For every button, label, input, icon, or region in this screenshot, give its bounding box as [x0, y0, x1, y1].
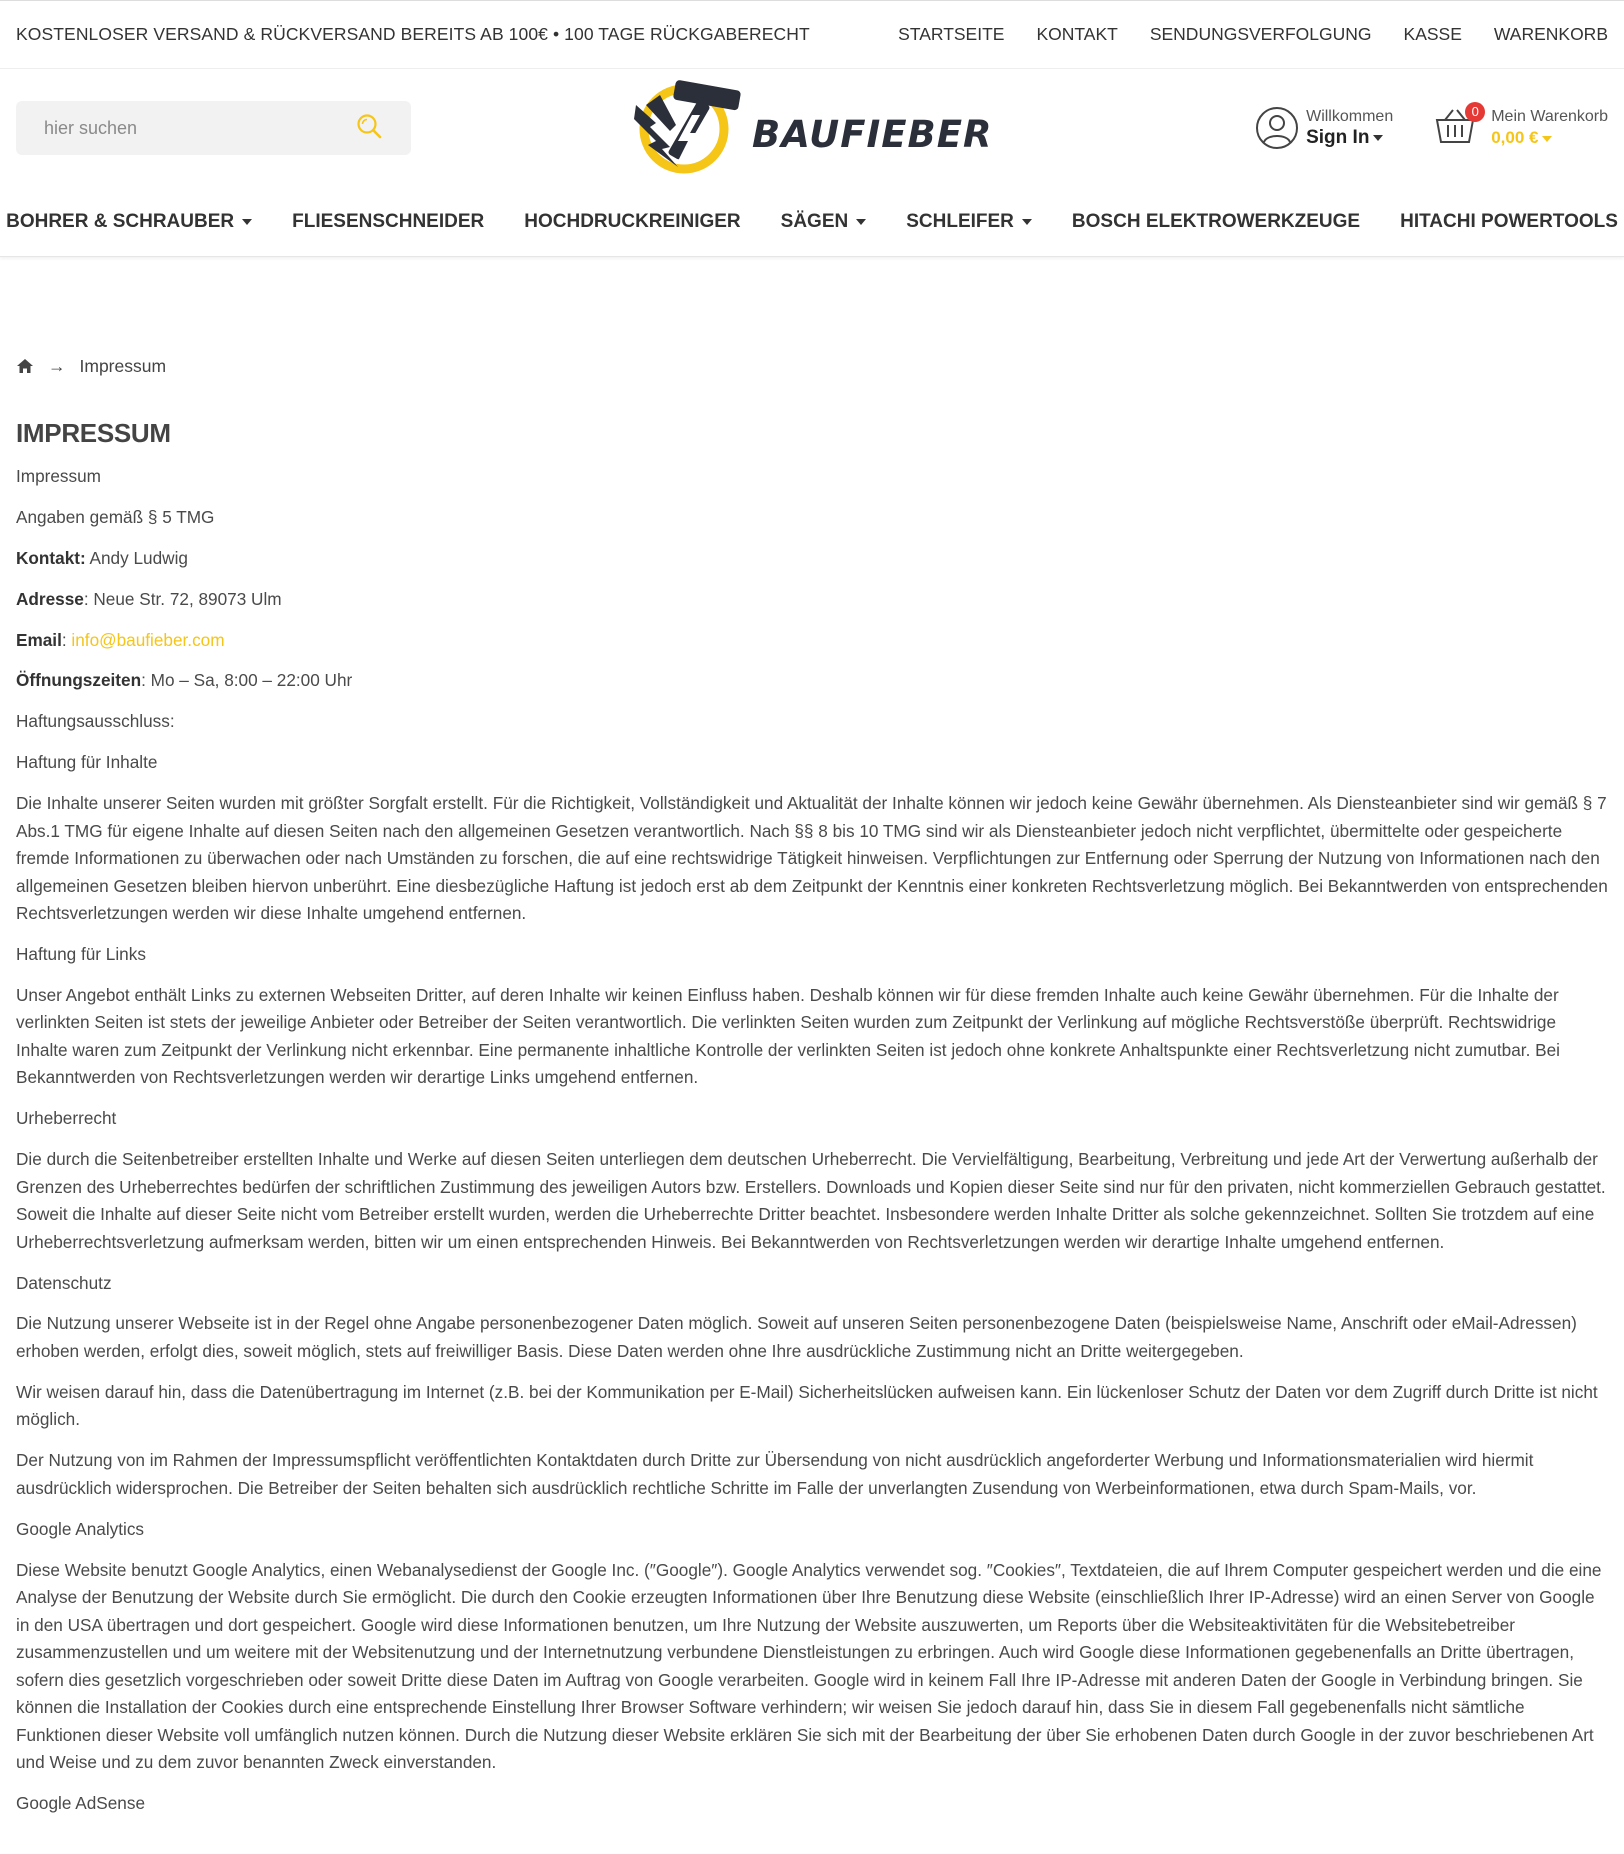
home-icon[interactable]	[16, 358, 34, 374]
top-link-kasse[interactable]: KASSE	[1403, 24, 1462, 44]
cart-count-badge: 0	[1465, 102, 1485, 122]
page-title: IMPRESSUM	[16, 418, 171, 448]
haftungsausschluss-heading: Haftungsausschluss:	[16, 711, 175, 732]
chevron-down-icon	[1542, 136, 1552, 142]
nav-item-bohrer-schrauber[interactable]: BOHRER & SCHRAUBER	[6, 211, 252, 233]
nav-item-schleifer[interactable]: SCHLEIFER	[906, 211, 1032, 233]
top-link-startseite[interactable]: STARTSEITE	[898, 24, 1005, 44]
datenschutz-text-3: Der Nutzung von im Rahmen der Impressumspflicht veröffentlichten Kontaktdaten durch Dritte zur Übersendung von nicht ausdrücklich angeforderter Werbung und Informationsmaterialien wird hiermit ausdrücklich widersprochen. Die Betreiber der Seiten behalten sich ausdrücklich rechtliche Schritte im Falle der unverlangten Zusendung von Werbeinformationen, etwa durch Spam-Mails, vor.	[16, 1450, 1534, 1498]
urheberrecht-heading: Urheberrecht	[16, 1108, 117, 1129]
oeffnungszeiten-line: Öffnungszeiten: Mo – Sa, 8:00 – 22:00 Uhr	[16, 670, 353, 691]
chevron-down-icon	[242, 219, 252, 225]
chevron-down-icon	[856, 219, 866, 225]
nav-item-bosch[interactable]: BOSCH ELEKTROWERKZEUGE	[1071, 210, 1361, 232]
adsense-heading: Google AdSense	[16, 1792, 146, 1813]
top-bar	[0, 0, 1624, 69]
page-content	[0, 354, 1624, 1817]
site-logo[interactable]	[626, 75, 1000, 179]
account-menu[interactable]	[1254, 105, 1393, 151]
promo-text: KOSTENLOSER VERSAND & RÜCKVERSAND BEREITS AB 100€ • 100 TAGE RÜCKGABERECHT	[16, 24, 810, 44]
nav-item-hochdruckreiniger[interactable]: HOCHDRUCKREINIGER	[524, 210, 741, 232]
search-box	[16, 101, 411, 155]
user-icon	[1254, 105, 1300, 151]
kontakt-line: Kontakt: Andy Ludwig	[16, 547, 188, 568]
haftung-inhalte-heading: Haftung für Inhalte	[16, 752, 158, 773]
datenschutz-heading: Datenschutz	[16, 1272, 112, 1293]
nav-item-saegen[interactable]: SÄGEN	[781, 211, 867, 233]
breadcrumb	[16, 354, 1608, 378]
email-line: Email: info@baufieber.com	[16, 629, 225, 650]
breadcrumb-arrow: →	[48, 355, 66, 376]
sign-in-link[interactable]: Sign In	[1306, 127, 1370, 148]
top-link-warenkorb[interactable]: WARENKORB	[1493, 24, 1608, 44]
top-link-sendungsverfolgung[interactable]: SENDUNGSVERFOLGUNG	[1149, 24, 1372, 44]
header	[0, 69, 1624, 187]
nav-item-hitachi[interactable]: HITACHI POWERTOOLS	[1400, 210, 1618, 232]
search-icon[interactable]	[355, 112, 383, 145]
account-area	[1254, 105, 1608, 151]
breadcrumb-current: Impressum	[79, 355, 167, 376]
datenschutz-text-1: Die Nutzung unserer Webseite ist in der Regel ohne Angabe personenbezogener Daten möglich. Soweit auf unseren Seiten personenbezogene Daten (beispielsweise Name, Anschrift oder eMail-Adressen) erhoben werden, erfolgt dies, soweit möglich, stets auf freiwilliger Basis. Diese Daten werden ohne Ihre ausdrückliche Zustimmung nicht an Dritte weitergegeben.	[16, 1313, 1577, 1361]
cart-label: Mein Warenkorb	[1491, 108, 1608, 125]
main-nav	[0, 187, 1624, 257]
impressum-text: Impressum	[16, 466, 101, 486]
logo-emblem-icon	[626, 75, 744, 179]
brand-name: BAUFIEBER	[752, 112, 993, 156]
email-link[interactable]: info@baufieber.com	[71, 629, 225, 650]
adresse-line: Adresse: Neue Str. 72, 89073 Ulm	[16, 588, 282, 609]
haftung-links-heading: Haftung für Links	[16, 944, 146, 965]
angaben-text: Angaben gemäß § 5 TMG	[16, 506, 215, 527]
analytics-heading: Google Analytics	[16, 1518, 145, 1539]
cart-menu[interactable]	[1433, 103, 1608, 151]
cart-total: 0,00 €	[1491, 128, 1539, 147]
search-input[interactable]	[44, 118, 344, 139]
urheberrecht-text: Die durch die Seitenbetreiber erstellten Inhalte und Werke auf diesen Seiten unterliegen dem deutschen Urheberrecht. Die Vervielfältigung, Bearbeitung, Verbreitung und jede Art der Verwertung außerhalb der Grenzen des Urheberrechtes bedürfen der schriftlichen Zustimmung des jeweiligen Autors bzw. Erstellers. Downloads und Kopien dieser Seite sind nur für den privaten, nicht kommerziellen Gebrauch gestattet. Soweit die Inhalte auf dieser Seite nicht vom Betreiber erstellt wurden, werden die Urheberrechte Dritter beachtet. Insbesondere werden Inhalte Dritter als solche gekennzeichnet. Sollten Sie trotzdem auf eine Urheberrechtsverletzung aufmerksam werden, bitten wir um einen entsprechenden Hinweis. Bei Bekanntwerden von Rechtsverletzungen werden wir derartige Inhalte umgehend entfernen.	[16, 1149, 1606, 1252]
haftung-links-text: Unser Angebot enthält Links zu externen Webseiten Dritter, auf deren Inhalte wir keinen Einfluss haben. Deshalb können wir für diese fremden Inhalte auch keine Gewähr übernehmen. Für die Inhalte der verlinkten Seiten ist stets der jeweilige Anbieter oder Betreiber der Seiten verantwortlich. Die verlinkten Seiten wurden zum Zeitpunkt der Verlinkung auf mögliche Rechtsverstöße überprüft. Rechtswidrige Inhalte waren zum Zeitpunkt der Verlinkung nicht erkennbar. Eine permanente inhaltliche Kontrolle der verlinkten Seiten ist jedoch ohne konkrete Anhaltspunkte einer Rechtsverletzung nicht zumutbar. Bei Bekanntwerden von Rechtsverletzungen werden wir derartige Links umgehend entfernen.	[16, 984, 1560, 1088]
chevron-down-icon	[1022, 219, 1032, 225]
analytics-text: Diese Website benutzt Google Analytics, einen Webanalysedienst der Google Inc. (″Google″). Google Analytics verwendet sog. ″Cookies″, Textdateien, die auf Ihrem Computer gespeichert werden und die eine Analyse der Benutzung der Website durch Sie ermöglicht. Die durch den Cookie erzeugten Informationen über Ihre Benutzung diese Website (einschließlich Ihrer IP-Adresse) wird an einen Server von Google in den USA übertragen und dort gespeichert. Google wird diese Informationen benutzen, um Ihre Nutzung der Website auszuwerten, um Reports über die Websiteaktivitäten für die Websitebetreiber zusammenzustellen und um weitere mit der Websitenutzung und der Internetnutzung verbundene Dienstleistungen zu erbringen. Auch wird Google diese Informationen gegebenenfalls an Dritte übertragen, sofern dies gesetzlich vorgeschrieben oder soweit Dritte diese Daten im Auftrag von Google verarbeiten. Google wird in keinem Fall Ihre IP-Adresse mit anderen Daten der Google in Verbindung bringen. Sie können die Installation der Cookies durch eine entsprechende Einstellung Ihrer Browser Software verhindern; wir weisen Sie jedoch darauf hin, dass Sie in diesem Fall gegebenenfalls nicht sämtliche Funktionen dieser Website voll umfänglich nutzen können. Durch die Nutzung dieser Website erklären Sie sich mit der Bearbeitung der über Sie erhobenen Daten durch Google in der zuvor beschriebenen Art und Weise und zu dem zuvor benannten Zweck einverstanden.	[16, 1559, 1602, 1773]
haftung-inhalte-text: Die Inhalte unserer Seiten wurden mit größter Sorgfalt erstellt. Für die Richtigkeit, Vollständigkeit und Aktualität der Inhalte können wir jedoch keine Gewähr übernehmen. Als Diensteanbieter sind wir gemäß § 7 Abs.1 TMG für eigene Inhalte auf diesen Seiten nach den allgemeinen Gesetzen verantwortlich. Nach §§ 8 bis 10 TMG sind wir als Diensteanbieter jedoch nicht verpflichtet, übermittelte oder gespeicherte fremde Informationen zu überwachen oder nach Umständen zu forschen, die auf eine rechtswidrige Tätigkeit hinweisen. Verpflichtungen zur Entfernung oder Sperrung der Nutzung von Informationen nach den allgemeinen Gesetzen bleiben hiervon unberührt. Eine diesbezügliche Haftung ist jedoch erst ab dem Zeitpunkt der Kenntnis einer konkreten Rechtsverletzung möglich. Bei Bekanntwerden von entsprechenden Rechtsverletzungen werden wir diese Inhalte umgehend entfernen.	[16, 793, 1608, 924]
top-links	[898, 24, 1608, 45]
top-link-kontakt[interactable]: KONTAKT	[1036, 24, 1118, 44]
chevron-down-icon	[1373, 135, 1383, 141]
welcome-text: Willkommen	[1306, 108, 1394, 125]
datenschutz-text-2: Wir weisen darauf hin, dass die Datenübertragung im Internet (z.B. bei der Kommunikation per E-Mail) Sicherheitslücken aufweisen kann. Ein lückenloser Schutz der Daten vor dem Zugriff durch Dritte ist nicht möglich.	[16, 1381, 1598, 1430]
nav-item-fliesenschneider[interactable]: FLIESENSCHNEIDER	[292, 210, 485, 232]
